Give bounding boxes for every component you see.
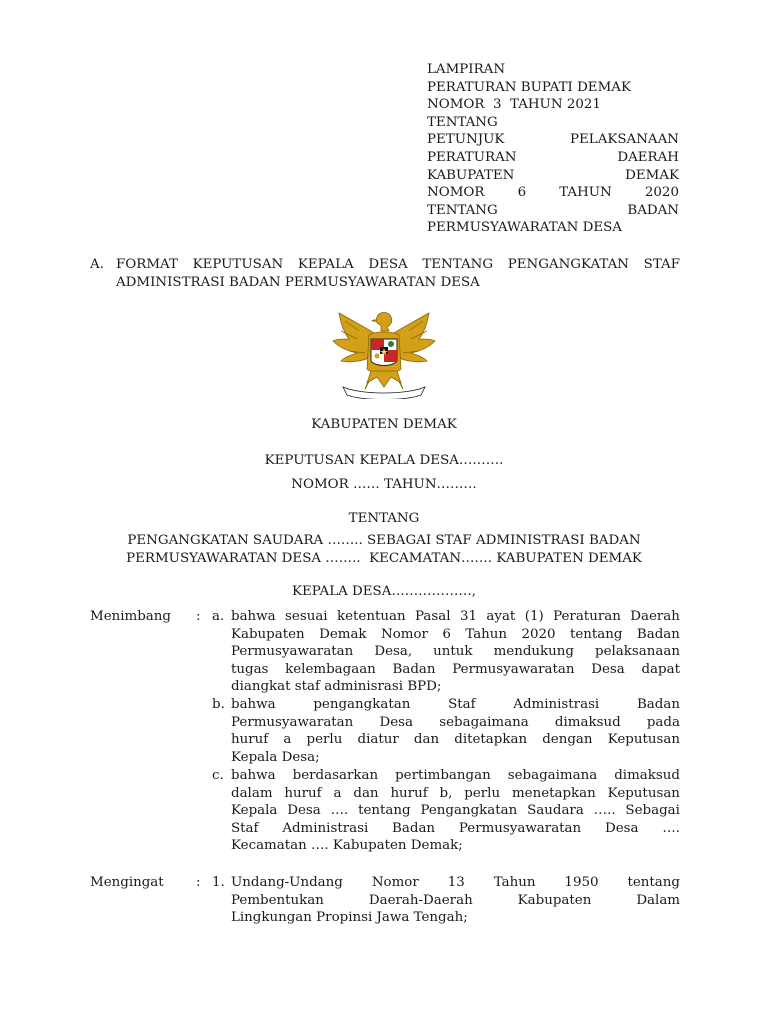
section-a-heading [90,256,680,291]
garuda-emblem-icon [331,309,437,399]
menimbang-label: Menimbang [90,609,171,624]
lampiran-regulation: PERATURAN BUPATI DEMAK [427,79,631,95]
lampiran-word: KABUPATEN [427,167,515,183]
mengingat-colon: : [196,875,201,890]
section-a-word: STAF [643,257,680,272]
menimbang-item [212,608,680,696]
lampiran-line [427,202,679,220]
lampiran-word: NOMOR [427,185,485,201]
menimbang-colon: : [196,609,201,624]
nomor-heading: NOMOR …… TAHUN……… [291,477,477,492]
kabupaten-heading: KABUPATEN DEMAK [311,417,457,432]
lampiran-word: PETUNJUK [427,132,505,148]
lampiran-line [427,184,679,202]
item-line: Kepala Desa …. tentang Pengangkatan Saudara ….. Sebagai [231,803,680,819]
lampiran-word: TENTANG [427,202,498,218]
lampiran-line [427,167,679,185]
subject-line2: PERMUSYAWARATAN DESA …….. KECAMATAN……. KABUPATEN DEMAK [126,551,642,566]
section-a-line1 [116,256,680,274]
lampiran-word: PERATURAN [427,149,517,165]
item-line: Permusyawaratan Desa sebagaimana dimaksud pada [231,714,680,730]
item-line: Kabupaten Demak Nomor 6 Tahun 2020 tentang Badan [231,626,680,642]
keputusan-heading: KEPUTUSAN KEPALA DESA………. [264,453,504,468]
section-a-word: PENGANGKATAN [507,257,629,272]
lampiran-word: BADAN [627,202,679,218]
lampiran-line [427,131,679,149]
item-line: diangkat staf adminisrasi BPD; [231,679,442,695]
lampiran-line [427,149,679,167]
lampiran-word: TAHUN [559,185,612,201]
item-marker: a. [212,609,225,624]
kepala-desa-heading: KEPALA DESA………………, [291,584,476,599]
item-line: Pembentukan Daerah-Daerah Kabupaten Dalam [231,892,680,908]
menimbang-item [212,696,680,766]
section-a-word: KEPALA [297,257,354,272]
lampiran-line: PERMUSYAWARATAN DESA [427,220,622,236]
item-marker: b. [212,697,225,712]
subject-line1: PENGANGKATAN SAUDARA …….. SEBAGAI STAF ADMINISTRASI BADAN [127,533,641,548]
item-marker: c. [212,768,224,783]
section-a-word: TENTANG [422,257,494,272]
item-line: bahwa sesuai ketentuan Pasal 31 ayat (1) Peraturan Daerah [231,609,680,624]
lampiran-word: DAERAH [617,149,679,165]
lampiran-word: 6 [517,185,527,201]
lampiran-word: DEMAK [625,167,679,183]
section-a-line2: ADMINISTRASI BADAN PERMUSYAWARATAN DESA [116,274,480,290]
item-line: bahwa pengangkatan Staf Administrasi Badan [231,697,680,712]
menimbang-item [212,767,680,855]
lampiran-title: LAMPIRAN [427,62,506,77]
garuda-emblem [331,309,437,399]
item-line: Lingkungan Propinsi Jawa Tengah; [231,910,468,926]
lampiran-word: PELAKSANAAN [570,132,679,148]
item-marker: 1. [212,875,225,890]
item-line: Kecamatan …. Kabupaten Demak; [231,838,463,854]
item-line: Kepala Desa; [231,749,320,765]
mengingat-item [212,874,680,927]
item-line: huruf a perlu diatur dan ditetapkan dengan Keputusan [231,732,680,748]
item-line: Undang-Undang Nomor 13 Tahun 1950 tentang [231,875,680,890]
section-a-word: KEPUTUSAN [192,257,284,272]
item-line: dalam huruf a dan huruf b, perlu menetapkan Keputusan [231,785,680,801]
item-line: Permusyawaratan Desa, untuk mendukung pelaksanaan [231,644,680,660]
item-line: tugas kelembagaan Badan Permusyawaratan Desa dapat [231,661,680,677]
mengingat-label: Mengingat [90,875,164,890]
tentang-heading: TENTANG [348,511,420,526]
lampiran-block [427,61,679,237]
section-a-word: DESA [368,257,408,272]
lampiran-tentang: TENTANG [427,114,498,130]
section-a-word: FORMAT [116,257,178,272]
lampiran-number: NOMOR 3 TAHUN 2021 [427,97,601,113]
item-line: bahwa berdasarkan pertimbangan sebagaimana dimaksud [231,768,680,783]
item-line: Staf Administrasi Badan Permusyawaratan Desa …. [231,820,680,836]
section-letter: A. [90,257,104,272]
lampiran-word: 2020 [644,185,679,201]
